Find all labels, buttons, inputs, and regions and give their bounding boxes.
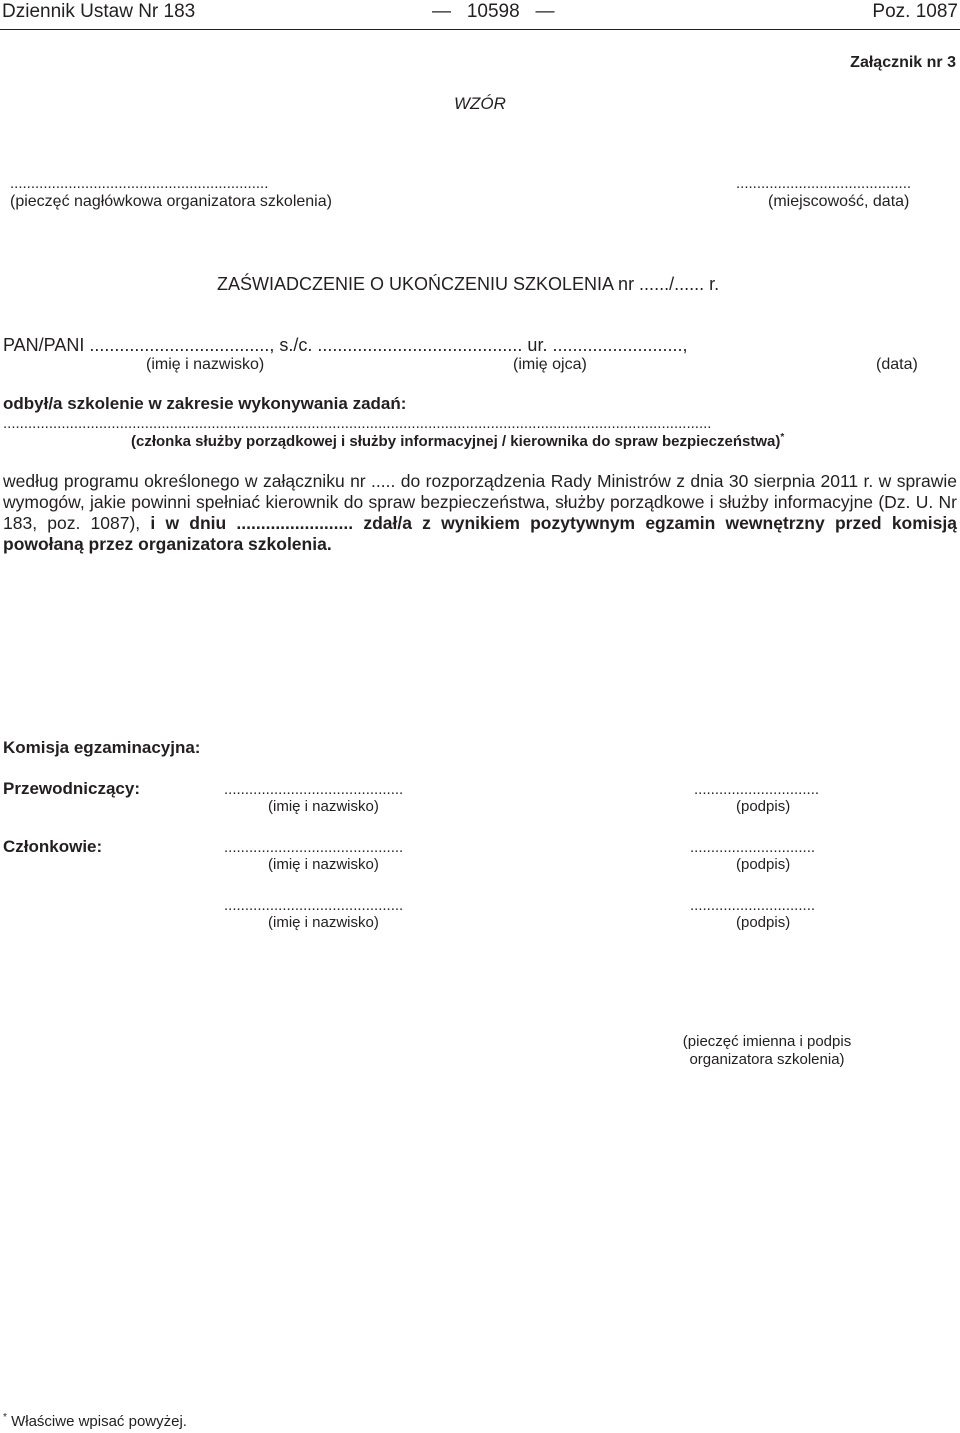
organizer-stamp-line2: organizatora szkolenia) [689, 1051, 845, 1068]
journal-name: Dziennik Ustaw Nr 183 [2, 1, 196, 22]
person-line: PAN/PANI ...................................., s./c. ......................................... ur. .........................., [3, 335, 688, 355]
label-date: (data) [876, 356, 918, 373]
place-label: (miejscowość, data) [768, 193, 910, 210]
annex-label: Załącznik nr 3 [850, 54, 956, 71]
position-number: Poz. 1087 [872, 1, 958, 22]
member1-sign-label: (podpis) [736, 856, 791, 873]
certificate-title: ZAŚWIADCZENIE O UKOŃCZENIU SZKOLENIA nr ....../...... r. [217, 274, 720, 294]
chair-sign-label: (podpis) [736, 798, 791, 815]
organizer-stamp-line1: (pieczęć imienna i podpis [682, 1033, 852, 1050]
label-father-name: (imię ojca) [513, 356, 587, 373]
chair-name-label: (imię i nazwisko) [268, 798, 379, 815]
chair-label: Przewodniczący: [3, 779, 140, 798]
main-paragraph [3, 471, 957, 555]
footnote [3, 1412, 187, 1431]
paragraph-bold: i w dniu ........................ zdał/a z wynikiem pozytywnym egzamin wewnętrzny przed komisją powołaną przez organizatora szkolenia. [3, 513, 957, 554]
completed-line: odbył/a szkolenie w zakresie wykonywania zadań: [3, 394, 407, 413]
chair-sign-dots: .............................. [694, 781, 820, 798]
chair-name-dots: ........................................... [224, 781, 404, 798]
page-number: 10598 [466, 1, 520, 22]
member2-name-label: (imię i nazwisko) [268, 914, 379, 931]
member2-name-dots: ........................................... [224, 897, 404, 914]
paragraph-normal: według programu określonego w załączniku nr ..... do rozporządzenia Rady Ministrów z dnia 30 sierpnia 2011 r. w sprawie wymogów, jakie powinni spełniać kierownik do spraw bezpieczeństwa, służby porządkowe i służby informacyjne (Dz. U. Nr 183, poz. 1087), [3, 471, 957, 533]
template-label: WZÓR [454, 94, 506, 113]
header-rule [0, 29, 960, 30]
footnote-mark: * [3, 1412, 7, 1423]
role-label [131, 432, 784, 451]
label-name: (imię i nazwisko) [146, 356, 265, 373]
member1-name-label: (imię i nazwisko) [268, 856, 379, 873]
place-dots: .......................................... [736, 175, 912, 192]
page-number-group [432, 0, 555, 24]
role-footnote-mark: * [780, 432, 785, 443]
member2-sign-label: (podpis) [736, 914, 791, 931]
dash-left: — [432, 1, 467, 22]
role-label-text: (członka służby porządkowej i służby informacyjnej / kierownika do spraw bezpieczeństwa) [131, 433, 781, 450]
role-dots: .......................................................................................................................................................................... [3, 415, 712, 432]
members-label: Członkowie: [3, 837, 103, 856]
stamp-label: (pieczęć nagłówkowa organizatora szkolenia) [10, 193, 332, 210]
commission-heading: Komisja egzaminacyjna: [3, 738, 201, 757]
dash-right: — [519, 1, 555, 22]
footnote-text: Właściwe wpisać powyżej. [11, 1413, 187, 1430]
stamp-dots: .............................................................. [10, 175, 269, 192]
member1-name-dots: ........................................... [224, 839, 404, 856]
member1-sign-dots: .............................. [690, 839, 816, 856]
member2-sign-dots: .............................. [690, 897, 816, 914]
